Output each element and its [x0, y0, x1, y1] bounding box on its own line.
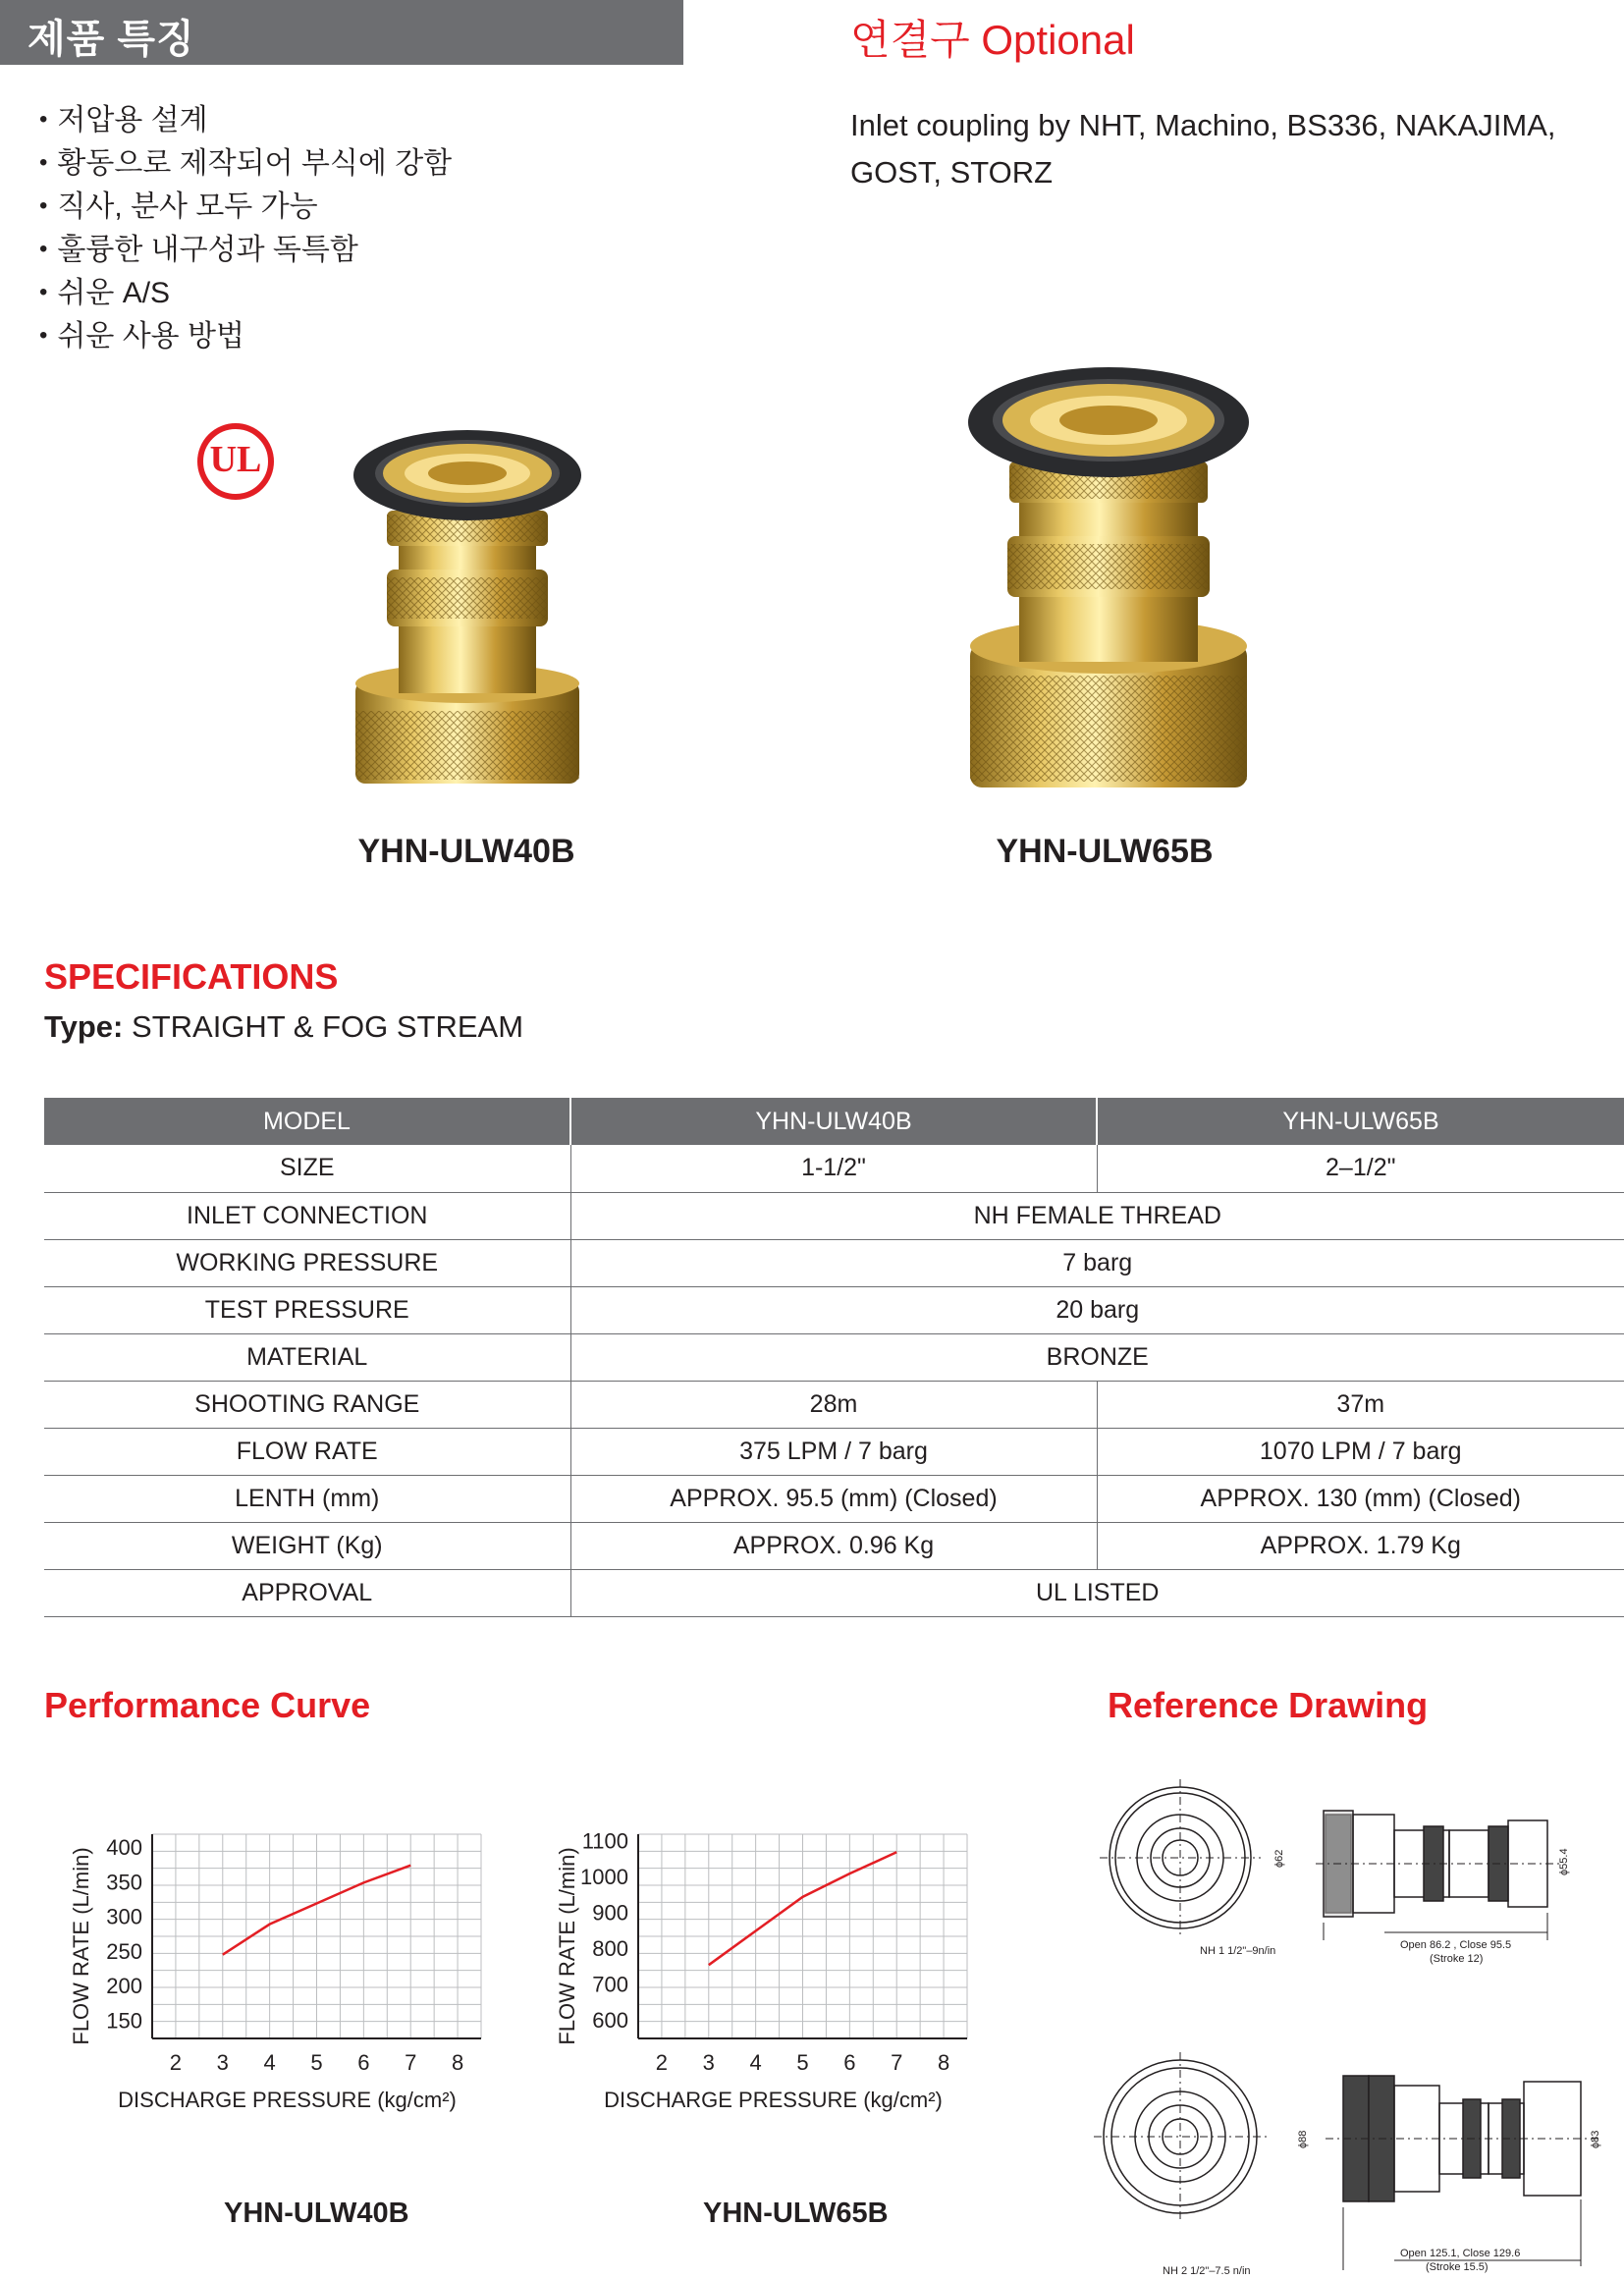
y-tick-label: 600 [592, 2007, 628, 2033]
optional-line-1: Inlet coupling by NHT, Machino, BS336, NAKAJIMA, [850, 108, 1556, 142]
spec-row [44, 1569, 1624, 1616]
spec-label: APPROVAL [44, 1569, 570, 1616]
ul-listed-logo [196, 420, 275, 503]
x-tick-label: 3 [702, 2050, 715, 2075]
drawing-2-side-view [1326, 2076, 1600, 2270]
spec-row [44, 1145, 1624, 1192]
y-tick-label: 1100 [581, 1828, 628, 1854]
x-tick-label: 6 [843, 2050, 856, 2075]
drawing-2-phi-left: ϕ88 [1297, 2130, 1309, 2148]
spec-row [44, 1381, 1624, 1428]
spec-value: APPROX. 95.5 (mm) (Closed) [570, 1475, 1097, 1522]
x-tick-label: 5 [796, 2050, 809, 2075]
spec-value: 28m [570, 1381, 1097, 1428]
spec-header-ulw65b: YHN-ULW65B [1097, 1098, 1624, 1145]
x-axis-label: DISCHARGE PRESSURE (kg/cm²) [604, 2088, 943, 2112]
drawing-1-phi-left: ϕ62 [1273, 1849, 1285, 1868]
spec-label: FLOW RATE [44, 1428, 570, 1475]
performance-chart-ulw40b [59, 1807, 511, 2180]
y-tick-label: 350 [106, 1870, 142, 1895]
spec-value: 37m [1097, 1381, 1624, 1428]
y-tick-label: 150 [106, 2008, 142, 2034]
y-axis-label: FLOW RATE (L/min) [555, 1847, 579, 2045]
spec-row [44, 1239, 1624, 1286]
drawing-1-thread: NH 1 1/2"–9n/in [1200, 1945, 1276, 1957]
x-tick-label: 7 [405, 2050, 417, 2075]
feature-item: • 훌륭한 내구성과 독특함 [39, 230, 452, 273]
spec-value: 7 barg [570, 1239, 1624, 1286]
spec-row [44, 1333, 1624, 1381]
x-tick-label: 7 [891, 2050, 903, 2075]
spec-value: 2–1/2" [1097, 1145, 1624, 1192]
y-axis-label: FLOW RATE (L/min) [69, 1847, 93, 2045]
y-tick-label: 1000 [580, 1864, 628, 1889]
feature-item: • 쉬운 A/S [39, 273, 452, 316]
features-title: 제품 특징 [27, 18, 195, 61]
spec-row [44, 1286, 1624, 1333]
x-tick-label: 4 [749, 2050, 762, 2075]
spec-header-ulw40b: YHN-ULW40B [570, 1098, 1097, 1145]
spec-label: WORKING PRESSURE [44, 1239, 570, 1286]
optional-title: 연결구 Optional [850, 17, 1135, 63]
spec-label: SIZE [44, 1145, 570, 1192]
spec-value: APPROX. 130 (mm) (Closed) [1097, 1475, 1624, 1522]
spec-value: 1070 LPM / 7 barg [1097, 1428, 1624, 1475]
drawing-1-open-close: Open 86.2 , Close 95.5 [1400, 1939, 1512, 1951]
features-list [39, 100, 452, 359]
x-tick-label: 8 [937, 2050, 950, 2075]
reference-title: Reference Drawing [1108, 1685, 1429, 1725]
spec-value: NH FEMALE THREAD [570, 1192, 1624, 1239]
x-tick-label: 2 [655, 2050, 669, 2075]
y-tick-label: 700 [592, 1972, 628, 1997]
spec-header-model: MODEL [44, 1098, 570, 1145]
performance-title: Performance Curve [44, 1685, 371, 1725]
x-tick-label: 5 [310, 2050, 323, 2075]
x-tick-label: 8 [451, 2050, 464, 2075]
type-value: STRAIGHT & FOG STREAM [132, 1009, 524, 1044]
chart-caption-right: YHN-ULW65B [703, 2198, 889, 2229]
spec-label: SHOOTING RANGE [44, 1381, 570, 1428]
drawing-1-stroke: (Stroke 12) [1430, 1953, 1484, 1965]
drawing-2-stroke: (Stroke 15.5) [1426, 2261, 1489, 2273]
spec-table [44, 1098, 1624, 1617]
x-tick-label: 3 [216, 2050, 229, 2075]
product-name-left: YHN-ULW40B [357, 833, 575, 870]
y-tick-label: 200 [106, 1974, 142, 1999]
feature-item: • 저압용 설계 [39, 100, 452, 143]
specifications-title: SPECIFICATIONS [44, 956, 339, 997]
spec-value: APPROX. 1.79 Kg [1097, 1522, 1624, 1569]
y-tick-label: 400 [106, 1835, 142, 1861]
performance-chart-ulw65b [545, 1807, 997, 2180]
x-tick-label: 4 [263, 2050, 276, 2075]
y-tick-label: 800 [592, 1935, 628, 1961]
drawing-1-front-view [1100, 1779, 1261, 1936]
spec-label: WEIGHT (Kg) [44, 1522, 570, 1569]
spec-row [44, 1475, 1624, 1522]
nozzle-ulw40b-image [352, 424, 583, 795]
ul-logo-text: UL [209, 439, 262, 480]
spec-row [44, 1522, 1624, 1569]
drawing-1-side-view [1316, 1811, 1561, 1940]
type-label: Type: [44, 1009, 124, 1044]
spec-value: BRONZE [570, 1333, 1624, 1381]
spec-label: MATERIAL [44, 1333, 570, 1381]
x-tick-label: 2 [169, 2050, 183, 2075]
x-axis-label: DISCHARGE PRESSURE (kg/cm²) [118, 2088, 457, 2112]
drawing-2-open-close: Open 125.1, Close 129.6 [1400, 2248, 1521, 2259]
spec-label: INLET CONNECTION [44, 1192, 570, 1239]
feature-item: • 쉬운 사용 방법 [39, 316, 452, 359]
spec-label: TEST PRESSURE [44, 1286, 570, 1333]
feature-item: • 황동으로 제작되어 부식에 강함 [39, 143, 452, 187]
drawing-2-front-view [1094, 2052, 1267, 2221]
optional-description [850, 102, 1577, 196]
y-tick-label: 300 [106, 1904, 142, 1929]
y-tick-label: 250 [106, 1938, 142, 1964]
spec-header-row [44, 1098, 1624, 1145]
spec-value: 20 barg [570, 1286, 1624, 1333]
reference-drawing [1090, 1775, 1624, 2280]
y-tick-label: 900 [592, 1900, 628, 1926]
optional-line-2: GOST, STORZ [850, 155, 1054, 190]
drawing-1-phi-right: ϕ55.4 [1558, 1848, 1570, 1875]
drawing-2-phi-right: ϕ83 [1590, 2130, 1601, 2148]
spec-value: APPROX. 0.96 Kg [570, 1522, 1097, 1569]
product-name-right: YHN-ULW65B [996, 833, 1214, 870]
nozzle-ulw65b-image [966, 365, 1251, 799]
spec-value: UL LISTED [570, 1569, 1624, 1616]
features-header [0, 0, 683, 65]
spec-row [44, 1192, 1624, 1239]
type-line [44, 1009, 523, 1045]
feature-item: • 직사, 분사 모두 가능 [39, 187, 452, 230]
x-tick-label: 6 [357, 2050, 370, 2075]
spec-label: LENTH (mm) [44, 1475, 570, 1522]
spec-value: 1-1/2" [570, 1145, 1097, 1192]
spec-row [44, 1428, 1624, 1475]
chart-caption-left: YHN-ULW40B [224, 2198, 409, 2229]
spec-value: 375 LPM / 7 barg [570, 1428, 1097, 1475]
drawing-2-thread: NH 2 1/2"–7.5 n/in [1163, 2265, 1251, 2277]
